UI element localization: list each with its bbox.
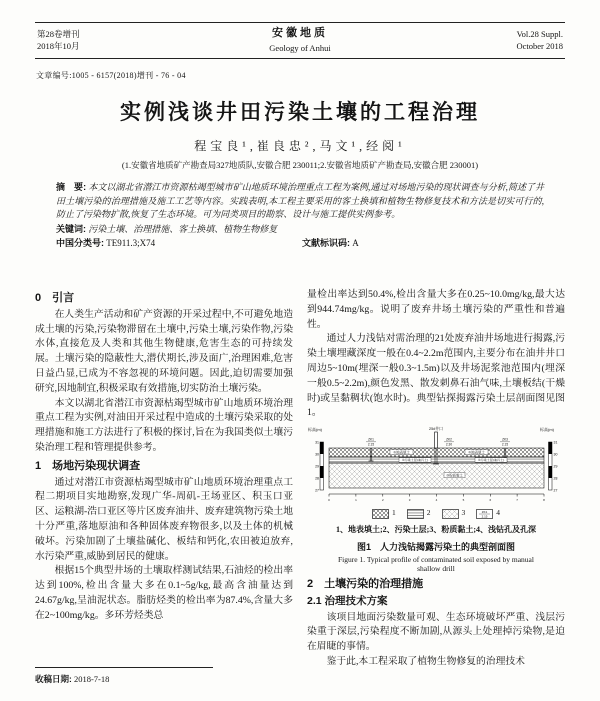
layer-silty-clay [329,463,544,488]
abstract-paragraph [56,181,544,222]
ruler-tick-8: 8 [543,498,545,503]
authors-line: 程宝良¹,崔良忠²,马文¹,经阅¹ [194,139,406,153]
layer-surface-fill [329,448,544,457]
journal-name-cn: 安徽地质 [271,27,328,39]
elevation-axis-label-left: 标高(m) [308,427,322,433]
article-body [35,288,565,687]
figure-caption-en [307,555,565,575]
figure-legend-row [307,506,565,521]
doc-code-group [302,237,359,251]
article-number: 文章编号:1005 - 6157(2018)增刊 - 76 - 04 [36,71,186,80]
section-1-paragraph-1: 通过对潜江市资源枯竭型城市矿山地质环境治理重点工程二期项目实地勘察,发现广华-周矶-王场亚区、积玉口亚区、运粮湖-浩口亚区等片区废弃油井、废弃建筑物污染土地十分严重,落地原油和各种固体废弃物很多,以及土体的机械破坏。污染加剧了土壤盐碱化、板结和钙化,农田被迫放弃,水污染严重,威胁到居民的健康。 [35,476,293,562]
header-volume-en [443,28,563,53]
clc-value: TE911.3;X74 [106,238,156,248]
legend-swatch-silty-clay-icon [442,509,459,519]
legend-swatch-borehole-icon [476,509,493,519]
ruler-tick-2: 2 [381,498,384,503]
section-1-paragraph-2-continued: 量检出率达到50.4%,检出含量大多在0.25~10.0mg/kg,最大达到944.74mg/kg。说明了废弃井场土壤污染的严重性和普遍性。 [307,289,565,330]
journal-header [35,22,565,59]
elev-tick-right-30: 30 [553,452,558,457]
keywords-label: 关键词: [56,223,86,234]
section-0-paragraph-2: 本文以湖北省潜江市资源枯竭型城市矿山地质环境治理重点工程为实例,对油田开采过程中造成的土壤污染采取的处理措施和施工方法进行了积极的探讨,旨在为我国类似土壤污染治理工程和管理提供参考。 [35,397,293,453]
received-date-label: 收稿日期: [35,674,72,685]
section-1-heading: 1 场地污染现状调查 [35,459,141,472]
section-0-paragraph-1: 在人类生产活动和矿产资源的开采过程中,不可避免地造成土壤的污染,污染物滞留在土壤中,污染土壤,污染作物,污染水体,直接危及人类和其他生物健康,危害生态的可持续发展。土壤污染的隐蔽性大,潜伏期长,涉及面广,治理困难,危害日益凸显,已成为不容忽视的环境问题。因此,迫切需要加强研究,因地制宜,积极采取有效措施,切实防治土壤污染。 [35,308,293,394]
section-2-1-heading: 2.1 治理技术方案 [307,594,388,607]
layer-contaminated-soil [329,457,544,463]
distance-ruler [328,494,545,502]
received-date-value: 2018-7-18 [73,674,110,685]
volume-en: Vol.28 Suppl. [516,28,563,39]
elev-tick-left-29: 29 [315,464,319,469]
elev-tick-left-31: 31 [315,440,319,445]
legend-swatch-surface-fill-icon [372,509,389,519]
legend-item-4 [476,506,500,521]
clc-label: 中国分类号: [56,238,104,248]
layer2-label-b: ②污染土层(油污土) [477,458,505,463]
legend-num-1: 1 [392,508,396,518]
ruler-tick-0: 0 [328,498,330,503]
layer1-label-b: ①地表填土 [468,450,485,455]
legend-borehole-depth: 2.15 [481,514,488,519]
elev-tick-left-30: 30 [315,452,319,457]
legend-item-2 [407,506,431,521]
figure-1 [307,424,565,574]
borehole-right-depth: 2.15 [501,442,509,447]
keywords-line [56,223,544,237]
borehole-left-id: ZK1 [368,437,374,442]
legend-num-3: 3 [461,508,466,518]
layer1-label-a: ①地表填土 [393,450,410,455]
section-2-1-paragraph-2: 鉴于此,本工程采取了植物生物修复的治理技术 [326,656,525,668]
abstract-block [56,181,544,251]
figure-caption-cn: 图1 人力浅钻揭露污染土的典型剖面图 [356,541,515,552]
legend-swatch-contaminated-layer-icon [407,509,424,519]
abstract-text: 本文以湖北省潜江市资源枯竭型城市矿山地质环境治理重点工程为案例,通过对场地污染的现状调查与分析,简述了井田土壤污染的治理措施及施工工艺等内容。实践表明,本工程主要采用的客土换填和植物生物修复技术和方法是切实可行的,防止了污染物扩散,恢复了生态环境。可为同类项目的勘察、设计与施工提供实例参考。 [56,182,545,219]
legend-num-2: 2 [426,508,431,518]
legend-borehole-id: ZK1 [481,509,488,514]
elev-tick-right-27: 27 [553,488,558,493]
section-0-heading: 0 引言 [35,292,75,304]
section-1-paragraph-2: 根据15个典型井场的土壤取样测试结果,石油烃的检出率达到100%,检出含量大多在0.1~5g/kg,最高含油量达到24.67g/kg,呈油泥状态。脂肪烃类的检出率为87.4%,含量大多在2~100mg/kg。多环芳烃类总 [35,565,293,621]
section-2-heading: 2 土壤污染的治理措施 [307,578,424,591]
date-cn: 2018年10月 [37,41,80,52]
borehole-center-depth: 2.30 [445,442,453,447]
borehole-left-depth: 2.15 [367,442,375,447]
legend-item-1 [372,506,396,521]
received-date-block [35,667,213,687]
elev-tick-right-29: 29 [553,464,558,469]
ruler-tick-4: 4 [435,498,438,503]
ruler-tick-3: 3 [408,498,411,503]
ruler-tick-1: 1 [355,498,357,503]
layer3-label: ③粉质黏土 [446,473,463,478]
borehole-center-id: ZK2 [446,437,452,442]
legend-num-4: 4 [496,508,500,518]
page-title: 实例浅谈井田污染土壤的工程治理 [120,101,480,124]
ruler-tick-5: 5 [462,498,465,503]
legend-item-3 [442,506,466,521]
left-column [35,288,293,687]
classification-line [56,237,544,251]
elev-tick-left-28: 28 [315,476,319,481]
abstract-label: 摘 要: [56,182,87,192]
keywords-text: 污染土壤、治理措施、客土换填、植物生物修复 [88,223,278,234]
wellhead-label: 25#井口 [429,427,443,432]
elev-tick-right-31: 31 [553,440,558,445]
journal-name-en: Geology of Anhui [269,42,331,53]
elev-tick-right-28: 28 [553,476,558,481]
figure-caption-en-line1: Figure 1. Typical profile of contaminated soil exposed by manual [338,554,534,564]
header-journal-name [269,26,330,54]
borehole-right-id: ZK3 [502,437,508,442]
right-column [307,288,565,687]
doc-code-value: A [352,238,359,248]
elev-tick-left-27: 27 [315,488,319,493]
figure-caption-en-line2: shallow drill [417,564,455,574]
doc-code-label: 文献标识码: [302,238,350,248]
header-volume-cn [37,28,157,53]
date-en: October 2018 [516,41,563,52]
affiliation-line: (1.安徽省地质矿产勘查局327地质队,安徽合肥 230011;2.安徽省地质矿产勘查局,安徽合肥 230001) [121,160,479,170]
layer2-label-a: ②污染土层(油污土) [401,458,429,463]
figure-legend-caption: 1、地表填土;2、污染土层;3、粉质黏土;4、浅钻孔及孔深 [336,524,536,534]
volume-cn: 第28卷增刊 [37,28,80,39]
ruler-tick-7: 7 [516,498,518,503]
soil-profile-diagram [307,424,565,504]
elevation-axis-label-right: 标高(m) [540,427,554,433]
ruler-tick-6: 6 [489,498,492,503]
section-2-1-paragraph-1: 该项目地面污染数量可观、生态环境破坏严重、浅层污染重于深层,污染程度不断加剧,从源头上处理掉污染物,是迫在眉睫的事情。 [307,611,565,653]
section-1-paragraph-3: 通过人力浅钻对需治理的21处废弃油井场地进行揭露,污染土壤埋藏深度一般在0.4~2.2m范围内,主要分布在油井井口周边5~10m(埋深一般0.3~1.5m)以及井场泥浆池范围内(埋深一般0.5~2.2m),颜色发黑、散发刺鼻石油气味,土壤板结(干燥时)或呈黏稠状(饱水时)。典型钻探揭露污染土层剖面图见图1。 [307,333,565,419]
